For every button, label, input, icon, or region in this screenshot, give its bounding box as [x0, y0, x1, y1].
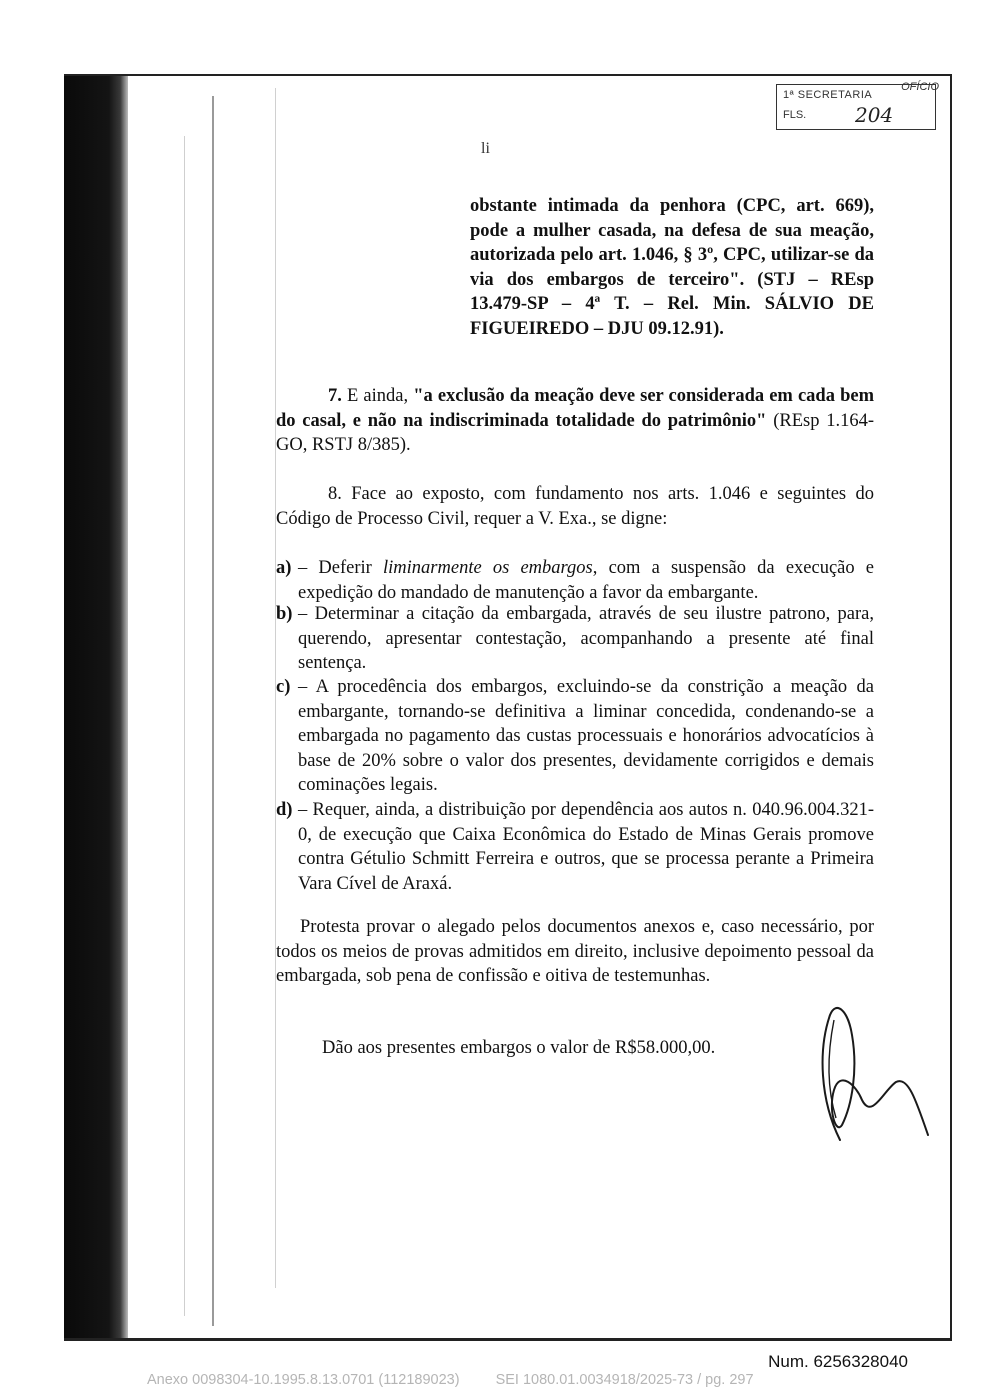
quoted-jurisprudence: obstante intimada da penhora (CPC, art. 669), pode a mulher casada, na defesa de sua meação, autorizada pelo art. 1.046, § 3º, CPC, utilizar-se da via dos embargos de terceiro". (STJ – REsp 13.479-SP – 4ª T. – Rel. Min. SÁLVIO DE FIGUEIREDO – DJU 09.12.91). [470, 196, 874, 339]
page-fold-line [184, 136, 185, 1316]
request-item-d [276, 798, 874, 896]
item-b-text: – Determinar a citação da embargada, através de seu ilustre patrono, para, querendo, apresentar contestação, acompanhando a presente até final sentença. [298, 604, 874, 673]
item-d-label: d) [276, 800, 293, 820]
paragraph-7 [276, 384, 874, 458]
paragraph-7-quote: "a exclusão da meação deve ser considerada em cada bem do casal, e não na indiscriminada totalidade do patrimônio" [276, 386, 874, 431]
stamp-secretaria: 1ª SECRETARIA [783, 89, 873, 101]
paragraph-8: 8. Face ao exposto, com fundamento nos arts. 1.046 e seguintes do Código de Processo Civil, requer a V. Exa., se digne: [276, 484, 874, 529]
request-item-a [276, 556, 874, 605]
scan-shadow-edge [64, 76, 128, 1338]
item-a-italic: liminarmente os embargos [383, 558, 593, 578]
paragraph-7-lead: E ainda, [341, 386, 414, 406]
page-number-stamp [776, 81, 939, 130]
protest-paragraph: Protesta provar o alegado pelos documentos anexos e, caso necessário, por todos os meios de provas admitidos em direito, inclusive depoimento pessoal da embargada, sob pena de confissão e oitiva de testemunhas. [276, 917, 874, 986]
stamp-fls: FLS. [783, 109, 807, 121]
request-item-c [276, 675, 874, 798]
page-fold-line [212, 96, 214, 1326]
paragraph-7-number: 7. [328, 386, 342, 406]
footer-anexo: Anexo 0098304-10.1995.8.13.0701 (112189023) [147, 1372, 460, 1388]
stamp-handwritten-number: 204 [855, 103, 894, 127]
footer-sei: SEI 1080.01.0034918/2025-73 / pg. 297 [495, 1372, 754, 1388]
value-paragraph: Dão aos presentes embargos o valor de R$58.000,00. [322, 1038, 716, 1058]
item-c-text: – A procedência dos embargos, excluindo-se da constrição a meação da embargante, tornando-se definitiva a liminar concedida, condenando-se a embargada no pagamento das custas processuais e honorários advocatícios à base de 20% sobre o valor dos presentes, devidamente corrigidos e demais cominações legais. [298, 677, 874, 795]
item-a-label: a) [276, 558, 292, 578]
item-a-text [298, 556, 874, 605]
item-c-label: c) [276, 677, 291, 697]
request-item-b [276, 602, 874, 676]
handwritten-signature [800, 990, 980, 1150]
top-mark: li [481, 140, 490, 157]
item-b-label: b) [276, 604, 293, 624]
paragraph-7-citation: (REsp 1.164-GO, RSTJ 8/385). [276, 410, 874, 455]
footer-reference [147, 1372, 790, 1388]
item-d-text: – Requer, ainda, a distribuição por dependência aos autos n. 040.96.004.321-0, de execução que Caixa Econômica do Estado de Minas Gerais promove contra Gétulio Schmitt Ferreira e outros, que se processa perante a Primeira Vara Cível de Araxá. [298, 800, 874, 894]
item-a-post: , com a suspensão da execução e expedição do mandado de manutenção a favor da embargante. [298, 558, 875, 603]
item-a-pre: – Deferir [298, 558, 384, 578]
stamp-corner-text: OFÍCIO [901, 81, 939, 93]
document-number: Num. 6256328040 [768, 1352, 908, 1371]
